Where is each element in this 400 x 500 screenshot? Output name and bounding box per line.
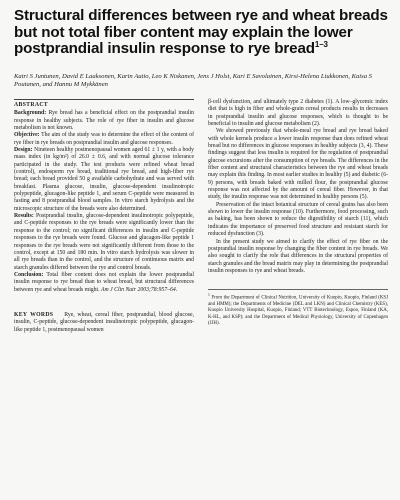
abstract-heading: ABSTRACT [14, 101, 48, 108]
body-paragraph: Preservation of the intact botanical structure of cereal grains has also been shown to lower the insulin response (10). Furthermore, food processing, such as baking, has been shown to reduce the digestibility of starch (11), which indicates the importance of preserved food structure and resistant starch for reduced dysfunction (3). [208, 201, 388, 238]
body-paragraph: In the present study we aimed to clarify the effect of rye fiber on the postprandial insulin response by changing the fiber content in rye breads. We also sought to clarify the role that differences in the structural properties of starch granules and the bread matrix may play in determining the postprandial insulin responses to rye and wheat breads. [208, 238, 388, 274]
abstract-rule [14, 99, 194, 100]
abstract-objective: Objective: The aim of the study was to determine the effect of the content of rye fiber in rye breads on postprandial insulin and glucose responses. [14, 132, 194, 146]
right-column [208, 99, 388, 334]
article-title: Structural differences between rye and wheat breads but not total fiber content may explain the lower postprandial insulin response to rye bread$^{1-3}$ [14, 7, 388, 58]
author-list: Katri S Juntunen, David E Laaksonen, Karin Autio, Leo K Niskanen, Jens J Holst, Kari E Savolainen, Kirsi-Helena Liukkonen, Kaisa S Poutanen, and Hannu M Mykkänen [14, 72, 372, 89]
abstract-conclusion: Conclusion: Total fiber content does not explain the lower postprandial insulin response to rye bread than to wheat bread, but structural differences between rye and wheat breads might. Am J Clin Nutr 2003;78:957–64. [14, 271, 194, 293]
abstract-background: Background: Rye bread has a beneficial effect on the postprandial insulin response in healthy subjects. The role of rye fiber in insulin and glucose metabolism is not known. [14, 110, 195, 131]
keywords: KEY WORDS Rye, wheat, cereal fiber, postprandial, blood glucose, insulin, C-peptide, glucose-dependent insulinotropic polypeptide, glucagon-like peptide 1, postmenopausal women [14, 311, 194, 333]
abstract-citation: Am J Clin Nutr 2003;78:957–64. [101, 286, 178, 293]
title-footnote-ref: 1–3 [314, 40, 328, 50]
left-column [14, 99, 194, 334]
abstract-results: Results: Postprandial insulin, glucose-dependent insulinotropic polypeptide, and C-peptide responses to the rye breads were significantly lower than the response to the control; no significant differences in insulin and C-peptide responses to the rye breads were found. Glucose and glucagon-like peptide 1 responses to the rye breads were not significantly different from those to the control, except at 150 and 180 min. In vitro starch hydrolysis was slower in all rye breads than in the control, and the structure of continuous matrix and starch granules differed between the rye and control breads. [14, 213, 194, 271]
affiliation-footnote: $^1$ From the Department of Clinical Nutrition, University of Kuopio, Kuopio, Finland (KSJ and HMM); the Departments of Medicine (DEL and LKN) and Clinical Chemistry (KES), Kuopio University Hospital, Kuopio, Finland; VTT Biotechnology, Espoo, Finland (KA, K-HL, and KSP); and the Department of Medical Physiology, University of Copenhagen (JJH). [208, 289, 388, 327]
body-paragraph: We showed previously that whole-meal rye bread and rye bread baked with whole kernels produce a lower insulin response than does refined wheat bread but no differences in glucose responses in healthy subjects (3, 4). These findings suggest that less insulin is required for the regulation of postprandial glucose excursions after the consumption of rye breads. The differences in the fiber content and structural characteristics between the rye and wheat breads may explain this finding. In most earlier studies in healthy (5) and diabetic (6-9) persons, with breads baked with milled flour, the postprandial glucose response was not affected by the amount of cereal fiber. However, in that study, the insulin response was not determined in healthy persons (5). [208, 128, 388, 201]
abstract-design: Design: Nineteen healthy postmenopausal women aged 61 ± 1 y, with a body mass index (in kg/m²) of 26.0 ± 0.6, and with normal glucose tolerance participated in the study. The test products were refined wheat bread (control), endosperm rye bread, traditional rye bread, and high-fiber rye bread; each bread provided 50 g available carbohydrate and was served with breakfast. Plasma glucose, insulin, glucose-dependent insulinotropic polypeptide, glucagon-like peptide 1, and serum C-peptide were measured in fasting and 8 postprandial blood samples. In vitro starch hydrolysis and the microscopic structure of the breads were also determined. [14, 147, 195, 212]
two-column-body [14, 99, 388, 334]
body-paragraph: β-cell dysfunction, and ultimately type 2 diabetes (1). A low–glycemic index diet that is high in fiber and whole-grain cereal products results in decreases in postprandial insulin and glucose responses, which is thought to be beneficial to insulin and glucose metabolism (2). [208, 98, 388, 127]
